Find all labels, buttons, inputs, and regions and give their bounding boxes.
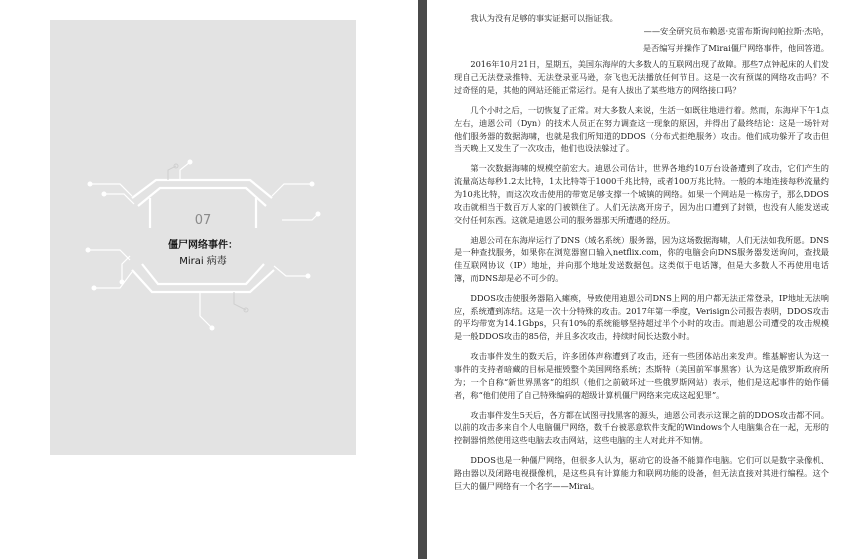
epigraph-attribution: 是否编写并操作了Mirai僵尸网络事件，他回答道。 (642, 42, 829, 53)
chapter-number: 07 (194, 213, 212, 228)
body-text (454, 12, 829, 500)
paragraph: 2016年10月21日，星期五，美国东海岸的大多数人的互联网出现了故障。那些7点钟起床的人们发现自己无法登录推特、无法登录亚马逊，奈飞也无法播放任何节目。这是一次有预谋的网络攻击吗？不过奇怪的是，其他的网站还能正常运行。是有人拔出了某些地方的网络接口吗？ (454, 59, 829, 95)
chapter-cover (50, 20, 356, 455)
paragraph: 攻击事件发生的数天后，许多团体声称遭到了攻击，还有一些团体站出来发声。维基解密认为这一事件的支持者暗藏的目标是摧毁整个美国网络系统；杰斯特（美国前军事黑客）认为这是俄罗斯政府所为；一个自称“新世界黑客”的组织（他们之前破坏过一些俄罗斯网站）表示，他们是这起事件的始作俑者，称“他们使用了自己特殊编码的超级计算机僵尸网络来完成这起犯罪”。 (454, 351, 829, 400)
paragraph: DDOS攻击使服务器陷入瘫痪，导致使用迪恩公司DNS上网的用户都无法正常登录，IP地址无法响应，系统遭到冻结。这是一次十分特殊的攻击。2017年第一季度，Verisign公司报告表明，DDOS攻击的平均带宽为14.1Gbps，只有10%的系统能够坚持超过半个小时的攻击。而迪恩公司遭受的攻击规模是一般DDOS攻击的85倍，并且多次攻击，持续时间长达数小时。 (454, 292, 829, 342)
paragraph: 攻击事件发生5天后，各方都在试图寻找黑客的源头，迪恩公司表示这课之前的DDOS攻击都不同。以前的攻击多来自个人电脑僵尸网络，数千台被恶意软件支配的Windows个人电脑集合在一起，无形的控制器悄然使用这些电脑去攻击网站，这些电脑的主人对此并不知情。 (454, 409, 829, 446)
page-divider (418, 0, 427, 559)
paragraph: DDOS也是一种僵尸网络，但很多人认为，驱动它的设备不能算作电脑。它们可以是数字录像机、路由器以及闭路电视摄像机，是这些具有计算能力和联网功能的设备，但无法直接对其进行编程。这个巨大的僵尸网络有一个名字——Mirai。 (454, 455, 829, 491)
left-page (0, 0, 418, 559)
right-page (427, 0, 846, 559)
paragraph: 几个小时之后，一切恢复了正常。对大多数人来说，生活一如既往地进行着。然而，东海岸下午1点左右，迪恩公司（Dyn）的技术人员正在努力调查这一现象的原因，并得出了最终结论：这是一场针对他们服务器的数据海啸，也就是我们所知道的DDOS（分布式拒绝服务）攻击。他们成功躲开了攻击但当天晚上又发生了一次攻击，他们也设法躲过了。 (454, 104, 829, 154)
epigraph-quote: 我认为没有足够的事实证据可以指证我。 (470, 13, 618, 23)
chapter-title: 僵尸网络事件： (168, 240, 238, 251)
epigraph-attribution: ——安全研究员布赖恩·克雷布斯询问帕拉斯·杰哈， (643, 25, 829, 36)
chapter-subtitle: Mirai 病毒 (179, 256, 227, 267)
paragraph: 迪恩公司在东海岸运行了DNS（域名系统）服务器，因为这场数据海啸，人们无法如我所愿。DNS是一种查找服务，如果你在浏览器窗口输入netflix.com，你的电脑会向DNS服务器发送询问，查找最佳互联网协议（IP）地址，并向那个地址发送数据包。这类似于电话簿，但是大多数人不再使用电话簿，而DNS却是必不可少的。 (454, 234, 829, 283)
paragraph: 第一次数据海啸的规模空前宏大。迪恩公司估计，世界各地约10万台设备遭到了攻击，它们产生的流量高达每秒1.2太比特，1太比特等于1000千兆比特，或者100万兆比特。一般的本地连接每秒流量约为10兆比特，而这次攻击使用的带宽足够支撑一个城镇的网络。如果一个网站是一栋房子，那么DDOS攻击就相当于数百万人家的门被锁住了。人们无法离开房子，因为出口遭到了封锁，也没有人能发送或交付任何东西。这就是迪恩公司的服务器那天所遭遇的经历。 (454, 163, 829, 225)
